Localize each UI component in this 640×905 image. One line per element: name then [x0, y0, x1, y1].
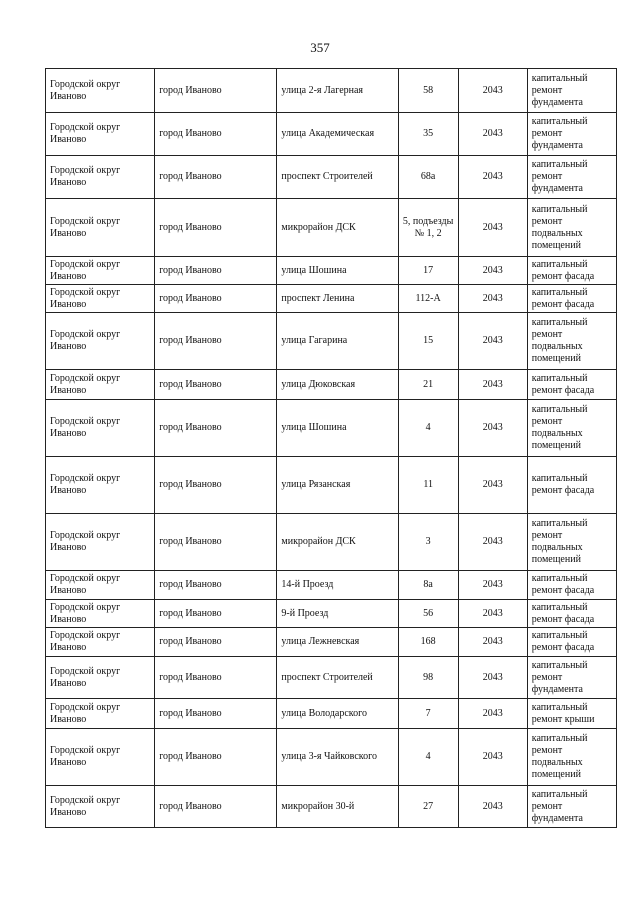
- cell-work: капитальный ремонт подвальных помещений: [527, 729, 616, 786]
- cell-house: 21: [398, 370, 458, 400]
- cell-house: 56: [398, 600, 458, 628]
- cell-city: город Иваново: [155, 199, 277, 257]
- table-row: [46, 628, 617, 657]
- cell-work: капитальный ремонт фундамента: [527, 156, 616, 199]
- table-row: [46, 257, 617, 285]
- table-row: [46, 400, 617, 457]
- cell-okrug: Городской округ Иваново: [46, 699, 155, 729]
- cell-year: 2043: [458, 400, 527, 457]
- cell-house: 11: [398, 457, 458, 514]
- cell-year: 2043: [458, 285, 527, 313]
- cell-house: 58: [398, 69, 458, 113]
- cell-year: 2043: [458, 699, 527, 729]
- table-row: [46, 370, 617, 400]
- table-row: [46, 786, 617, 828]
- cell-okrug: Городской округ Иваново: [46, 113, 155, 156]
- table-row: [46, 699, 617, 729]
- cell-year: 2043: [458, 600, 527, 628]
- cell-work: капитальный ремонт подвальных помещений: [527, 400, 616, 457]
- table-row: [46, 69, 617, 113]
- cell-street: улица Гагарина: [277, 313, 398, 370]
- cell-okrug: Городской округ Иваново: [46, 69, 155, 113]
- cell-house: 168: [398, 628, 458, 657]
- cell-house: 17: [398, 257, 458, 285]
- cell-year: 2043: [458, 786, 527, 828]
- cell-city: город Иваново: [155, 657, 277, 699]
- table-row: [46, 113, 617, 156]
- cell-street: улица Шошина: [277, 400, 398, 457]
- repair-schedule-table: [45, 68, 617, 828]
- cell-city: город Иваново: [155, 313, 277, 370]
- cell-house: 112-А: [398, 285, 458, 313]
- cell-street: проспект Строителей: [277, 156, 398, 199]
- cell-house: 68а: [398, 156, 458, 199]
- table-row: [46, 457, 617, 514]
- cell-okrug: Городской округ Иваново: [46, 370, 155, 400]
- cell-house: 98: [398, 657, 458, 699]
- cell-city: город Иваново: [155, 370, 277, 400]
- cell-street: проспект Строителей: [277, 657, 398, 699]
- cell-house: 7: [398, 699, 458, 729]
- cell-house: 4: [398, 729, 458, 786]
- cell-year: 2043: [458, 628, 527, 657]
- cell-year: 2043: [458, 257, 527, 285]
- cell-street: улица 2-я Лагерная: [277, 69, 398, 113]
- cell-okrug: Городской округ Иваново: [46, 571, 155, 600]
- cell-work: капитальный ремонт подвальных помещений: [527, 514, 616, 571]
- table-row: [46, 729, 617, 786]
- cell-work: капитальный ремонт фасада: [527, 257, 616, 285]
- cell-okrug: Городской округ Иваново: [46, 628, 155, 657]
- cell-year: 2043: [458, 313, 527, 370]
- cell-city: город Иваново: [155, 600, 277, 628]
- cell-okrug: Городской округ Иваново: [46, 514, 155, 571]
- cell-okrug: Городской округ Иваново: [46, 657, 155, 699]
- cell-house: 15: [398, 313, 458, 370]
- cell-year: 2043: [458, 729, 527, 786]
- cell-street: улица Шошина: [277, 257, 398, 285]
- cell-house: 5, подъезды № 1, 2: [398, 199, 458, 257]
- cell-street: микрорайон ДСК: [277, 514, 398, 571]
- cell-street: улица Володарского: [277, 699, 398, 729]
- cell-work: капитальный ремонт фасада: [527, 571, 616, 600]
- cell-work: капитальный ремонт фасада: [527, 457, 616, 514]
- page-number: 357: [310, 40, 330, 55]
- cell-house: 27: [398, 786, 458, 828]
- cell-city: город Иваново: [155, 69, 277, 113]
- cell-year: 2043: [458, 457, 527, 514]
- cell-work: капитальный ремонт подвальных помещений: [527, 313, 616, 370]
- cell-work: капитальный ремонт фундамента: [527, 786, 616, 828]
- cell-work: капитальный ремонт фасада: [527, 370, 616, 400]
- cell-house: 3: [398, 514, 458, 571]
- cell-okrug: Городской округ Иваново: [46, 257, 155, 285]
- cell-street: 14-й Проезд: [277, 571, 398, 600]
- cell-street: улица Лежневская: [277, 628, 398, 657]
- cell-okrug: Городской округ Иваново: [46, 457, 155, 514]
- cell-street: 9-й Проезд: [277, 600, 398, 628]
- cell-street: микрорайон 30-й: [277, 786, 398, 828]
- cell-year: 2043: [458, 113, 527, 156]
- cell-okrug: Городской округ Иваново: [46, 600, 155, 628]
- cell-work: капитальный ремонт крыши: [527, 699, 616, 729]
- cell-city: город Иваново: [155, 257, 277, 285]
- cell-year: 2043: [458, 69, 527, 113]
- cell-city: город Иваново: [155, 400, 277, 457]
- cell-work: капитальный ремонт фасада: [527, 285, 616, 313]
- cell-street: улица 3-я Чайковского: [277, 729, 398, 786]
- cell-city: город Иваново: [155, 285, 277, 313]
- cell-street: микрорайон ДСК: [277, 199, 398, 257]
- cell-street: улица Рязанская: [277, 457, 398, 514]
- cell-okrug: Городской округ Иваново: [46, 313, 155, 370]
- cell-work: капитальный ремонт фасада: [527, 628, 616, 657]
- cell-street: проспект Ленина: [277, 285, 398, 313]
- cell-okrug: Городской округ Иваново: [46, 285, 155, 313]
- cell-city: город Иваново: [155, 156, 277, 199]
- cell-okrug: Городской округ Иваново: [46, 729, 155, 786]
- cell-work: капитальный ремонт фундамента: [527, 113, 616, 156]
- cell-street: улица Дюковская: [277, 370, 398, 400]
- cell-year: 2043: [458, 156, 527, 199]
- table-row: [46, 313, 617, 370]
- cell-city: город Иваново: [155, 571, 277, 600]
- cell-city: город Иваново: [155, 729, 277, 786]
- cell-okrug: Городской округ Иваново: [46, 156, 155, 199]
- cell-city: город Иваново: [155, 514, 277, 571]
- cell-okrug: Городской округ Иваново: [46, 199, 155, 257]
- cell-house: 4: [398, 400, 458, 457]
- table-row: [46, 571, 617, 600]
- cell-city: город Иваново: [155, 457, 277, 514]
- cell-year: 2043: [458, 199, 527, 257]
- cell-city: город Иваново: [155, 786, 277, 828]
- table-row: [46, 657, 617, 699]
- cell-city: город Иваново: [155, 699, 277, 729]
- cell-year: 2043: [458, 370, 527, 400]
- table-row: [46, 600, 617, 628]
- cell-okrug: Городской округ Иваново: [46, 400, 155, 457]
- cell-house: 8а: [398, 571, 458, 600]
- table-row: [46, 285, 617, 313]
- table-row: [46, 199, 617, 257]
- cell-okrug: Городской округ Иваново: [46, 786, 155, 828]
- cell-work: капитальный ремонт фасада: [527, 600, 616, 628]
- cell-year: 2043: [458, 657, 527, 699]
- cell-street: улица Академическая: [277, 113, 398, 156]
- cell-work: капитальный ремонт фундамента: [527, 657, 616, 699]
- cell-work: капитальный ремонт подвальных помещений: [527, 199, 616, 257]
- cell-city: город Иваново: [155, 628, 277, 657]
- cell-year: 2043: [458, 571, 527, 600]
- table-row: [46, 156, 617, 199]
- cell-city: город Иваново: [155, 113, 277, 156]
- cell-year: 2043: [458, 514, 527, 571]
- cell-work: капитальный ремонт фундамента: [527, 69, 616, 113]
- cell-house: 35: [398, 113, 458, 156]
- table-row: [46, 514, 617, 571]
